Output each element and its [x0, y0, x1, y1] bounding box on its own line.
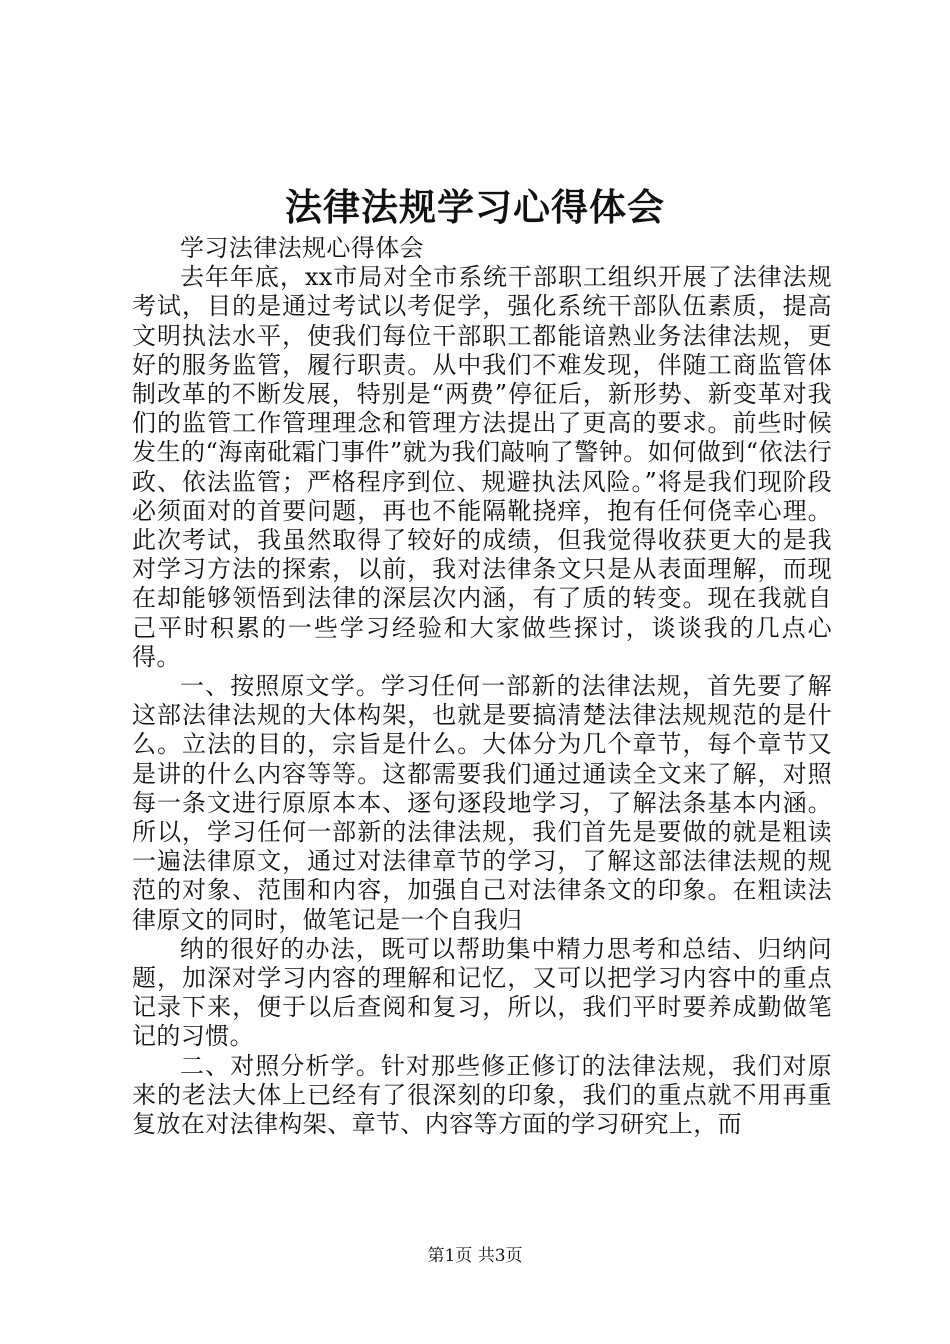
body-paragraph: 二、对照分析学。针对那些修正修订的法律法规，我们对原来的老法大体上已经有了很深刻的印象，我们的重点就不用再重复放在对法律构架、章节、内容等方面的学习研究上，而: [132, 1051, 832, 1139]
body-paragraph: 纳的很好的办法，既可以帮助集中精力思考和总结、归纳问题，加深对学习内容的理解和记忆，又可以把学习内容中的重点记录下来，便于以后查阅和复习，所以，我们平时要养成勤做笔记的习惯。: [132, 934, 832, 1051]
document-body: [132, 234, 832, 1139]
subtitle-paragraph: 学习法律法规心得体会: [180, 234, 424, 262]
page-number-footer: 第1页 共3页: [427, 1246, 523, 1266]
document-title: 法律法规学习心得体会: [285, 185, 665, 229]
body-paragraph: 一、按照原文学。学习任何一部新的法律法规，首先要了解这部法律法规的大体构架，也就是要搞清楚法律法规规范的是什么。立法的目的，宗旨是什么。大体分为几个章节，每个章节又是讲的什么内容等等。这都需要我们通过通读全文来了解，对照每一条文进行原原本本、逐句逐段地学习，了解法条基本内涵。所以，学习任何一部新的法律法规，我们首先是要做的就是粗读一遍法律原文，通过对法律章节的学习，了解这部法律法规的规范的对象、范围和内容，加强自己对法律条文的印象。在粗读法律原文的同时，做笔记是一个自我归: [132, 672, 832, 934]
body-paragraph: 去年年底，xx市局对全市系统干部职工组织开展了法律法规考试，目的是通过考试以考促学，强化系统干部队伍素质，提高文明执法水平，使我们每位干部职工都能谙熟业务法律法规，更好的服务监管，履行职责。从中我们不难发现，伴随工商监管体制改革的不断发展，特别是“两费”停征后，新形势、新变革对我们的监管工作管理理念和管理方法提出了更高的要求。前些时候发生的“海南砒霜门事件”就为我们敲响了警钟。如何做到“依法行政、依法监管；严格程序到位、规避执法风险。”将是我们现阶段必须面对的首要问题，再也不能隔靴挠痒，抱有任何侥幸心理。此次考试，我虽然取得了较好的成绩，但我觉得收获更大的是我对学习方法的探索，以前，我对法律条文只是从表面理解，而现在却能够领悟到法律的深层次内涵，有了质的转变。现在我就自己平时积累的一些学习经验和大家做些探讨，谈谈我的几点心得。: [132, 263, 832, 671]
